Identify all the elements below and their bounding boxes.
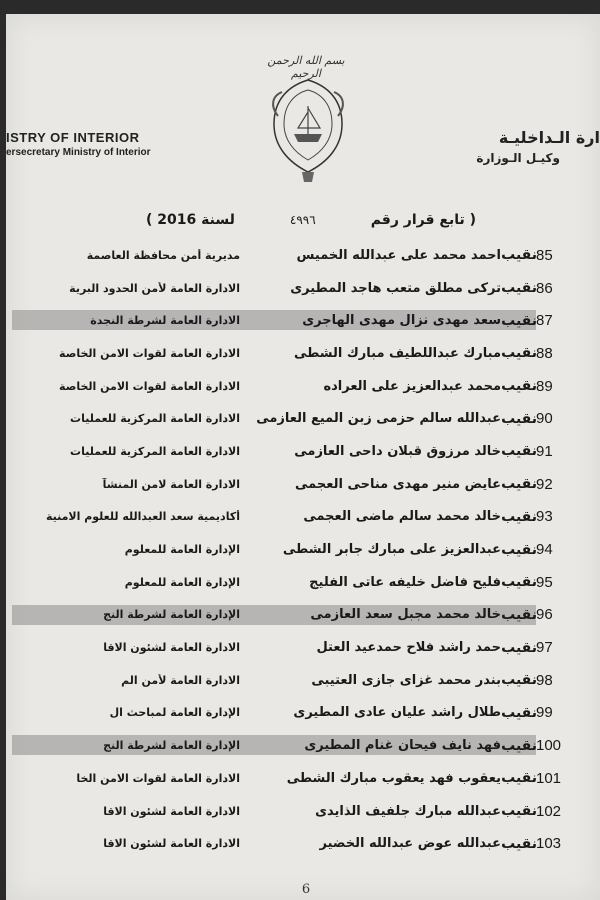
row-number: 85 [536, 246, 553, 264]
officer-name: طلال راشد عليان عادى المطيرى [293, 705, 501, 721]
officer-name: تركى مطلق متعب هاجد المطيرى [290, 280, 501, 296]
list-item [6, 337, 600, 370]
list-item [6, 402, 600, 435]
ministry-header-english [6, 130, 206, 158]
list-item [6, 370, 600, 403]
officer-department: الإدارة العامة للمعلوم [124, 575, 240, 589]
officer-name: يعقوب فهد يعقوب مبارك الشطى [286, 770, 501, 786]
officer-name: احمد محمد على عبدالله الخميس [296, 247, 501, 263]
officer-rank: نقيب [501, 476, 537, 493]
officer-department: الادارة العامة لشئون الاقا [103, 641, 240, 655]
officer-name: بندر محمد غزاى جازى العتيبى [311, 672, 501, 688]
officer-department: أكاديمية سعد العبدالله للعلوم الامنية [45, 510, 240, 524]
officer-rank: نقيب [501, 312, 537, 329]
list-item [6, 697, 600, 730]
officer-department: الادارة العامة المركزية للعمليات [70, 412, 240, 426]
officer-department: الادارة العامة لأمن الم [121, 673, 240, 687]
decision-title [146, 212, 476, 228]
officer-rank: نقيب [501, 770, 537, 787]
officer-department: الادارة العامة لأمن الحدود البرية [69, 281, 240, 295]
row-number: 88 [536, 344, 553, 362]
officer-name: عبدالعزيز على مبارك جابر الشطى [282, 542, 501, 558]
officer-name: سعد مهدى نزال مهدى الهاجرى [302, 313, 501, 329]
row-number: 90 [536, 410, 553, 428]
officers-list [6, 239, 600, 860]
officer-department: الادارة العامة لقوات الامن الخاصة [59, 379, 240, 393]
officer-rank: نقيب [501, 737, 537, 754]
row-number: 103 [536, 835, 562, 853]
officer-department: الإدارة العامة لشرطة النج [103, 739, 240, 753]
row-number: 95 [536, 573, 553, 591]
officer-department: الادارة العامة لقوات الامن الخاصة [59, 346, 240, 360]
officer-rank: نقيب [501, 541, 537, 558]
row-number: 101 [536, 769, 562, 787]
officer-rank: نقيب [501, 443, 537, 460]
officer-department: الادارة العامة لامن المنشآ [102, 477, 240, 491]
row-number: 102 [536, 802, 562, 820]
decision-year: لسنة 2016 ) [146, 212, 235, 228]
list-item [6, 435, 600, 468]
row-number: 92 [536, 475, 553, 493]
list-item [6, 631, 600, 664]
document-page [6, 14, 600, 900]
page-number: 6 [301, 882, 311, 897]
officer-rank: نقيب [501, 835, 537, 852]
list-item [6, 566, 600, 599]
row-number: 93 [536, 508, 553, 526]
row-number: 97 [536, 639, 553, 657]
officer-department: الادارة العامة المركزية للعمليات [70, 444, 240, 458]
officer-rank: نقيب [501, 410, 537, 427]
officer-rank: نقيب [501, 378, 537, 395]
list-item [6, 533, 600, 566]
officer-rank: نقيب [501, 280, 537, 297]
list-item [6, 239, 600, 272]
row-number: 96 [536, 606, 553, 624]
officer-rank: نقيب [501, 345, 537, 362]
officer-name: حمد راشد فلاح حمدعيد العتل [316, 640, 501, 656]
officer-department: الإدارة العامة لشرطة النج [103, 608, 240, 622]
officer-name: خالد محمد سالم ماضى العجمى [303, 509, 501, 525]
officer-rank: نقيب [501, 704, 537, 721]
list-item [6, 304, 600, 337]
officer-name: خالد محمد مجبل سعد العازمى [310, 607, 501, 623]
list-item [6, 501, 600, 534]
row-number: 91 [536, 442, 553, 460]
officer-name: محمد عبدالعزيز على العراده [323, 378, 501, 394]
officer-name: عايض منير مهدى مناحى العجمى [295, 476, 501, 492]
officer-rank: نقيب [501, 672, 537, 689]
row-number: 100 [536, 737, 562, 755]
list-item [6, 468, 600, 501]
kuwait-emblem-icon [268, 76, 348, 186]
officer-department: الادارة العامة لشئون الاقا [103, 837, 240, 851]
list-item [6, 762, 600, 795]
officer-name: مبارك عبداللطيف مبارك الشطى [293, 345, 501, 361]
officer-name: فليح فاضل خليفه عاتى الفليج [309, 574, 501, 590]
officer-rank: نقيب [501, 639, 537, 656]
ministry-name-ar: ارة الـداخليـة [498, 128, 600, 147]
officer-department: الادارة العامة لقوات الامن الخا [76, 771, 240, 785]
row-number: 86 [536, 279, 553, 297]
officer-name: عبدالله سالم حزمى زبن الميع العازمى [256, 411, 501, 427]
officer-department: مديرية أمن محافظة العاصمة [86, 248, 240, 262]
list-item [6, 664, 600, 697]
list-item [6, 272, 600, 305]
officer-rank: نقيب [501, 247, 537, 264]
officer-name: خالد مرزوق قبلان داحى العازمى [294, 443, 501, 459]
basmala: بسم الله الرحمن الرحيم [267, 54, 345, 80]
row-number: 94 [536, 541, 553, 559]
row-number: 89 [536, 377, 553, 395]
decision-number: ٤٩٩٦ [289, 213, 316, 227]
officer-rank: نقيب [501, 508, 537, 525]
officer-department: الإدارة العامة لمباحث ال [109, 706, 240, 720]
decision-label: ( تابع قرار رقم [370, 212, 476, 228]
list-item [6, 827, 600, 860]
list-item [6, 795, 600, 828]
row-number: 98 [536, 671, 553, 689]
row-number: 99 [536, 704, 553, 722]
undersecretary-ar: وكيـل الـوزارة [476, 151, 560, 165]
ministry-header-arabic [450, 128, 600, 165]
officer-rank: نقيب [501, 606, 537, 623]
undersecretary-en: ersecretary Ministry of Interior [6, 147, 151, 158]
officer-name: فهد نايف فيحان غنام المطيرى [304, 738, 501, 754]
list-item [6, 729, 600, 762]
row-number: 87 [536, 312, 553, 330]
officer-name: عبدالله مبارك جلفيف الذايدى [315, 803, 501, 819]
officer-department: الادارة العامة لشرطة النجدة [90, 314, 240, 328]
officer-name: عبدالله عوض عبدالله الخضير [319, 836, 501, 852]
officer-rank: نقيب [501, 574, 537, 591]
officer-department: الإدارة العامة للمعلوم [124, 543, 240, 557]
ministry-name-en: ISTRY OF INTERIOR [6, 130, 140, 145]
officer-department: الادارة العامة لشئون الاقا [103, 804, 240, 818]
officer-rank: نقيب [501, 803, 537, 820]
list-item [6, 599, 600, 632]
